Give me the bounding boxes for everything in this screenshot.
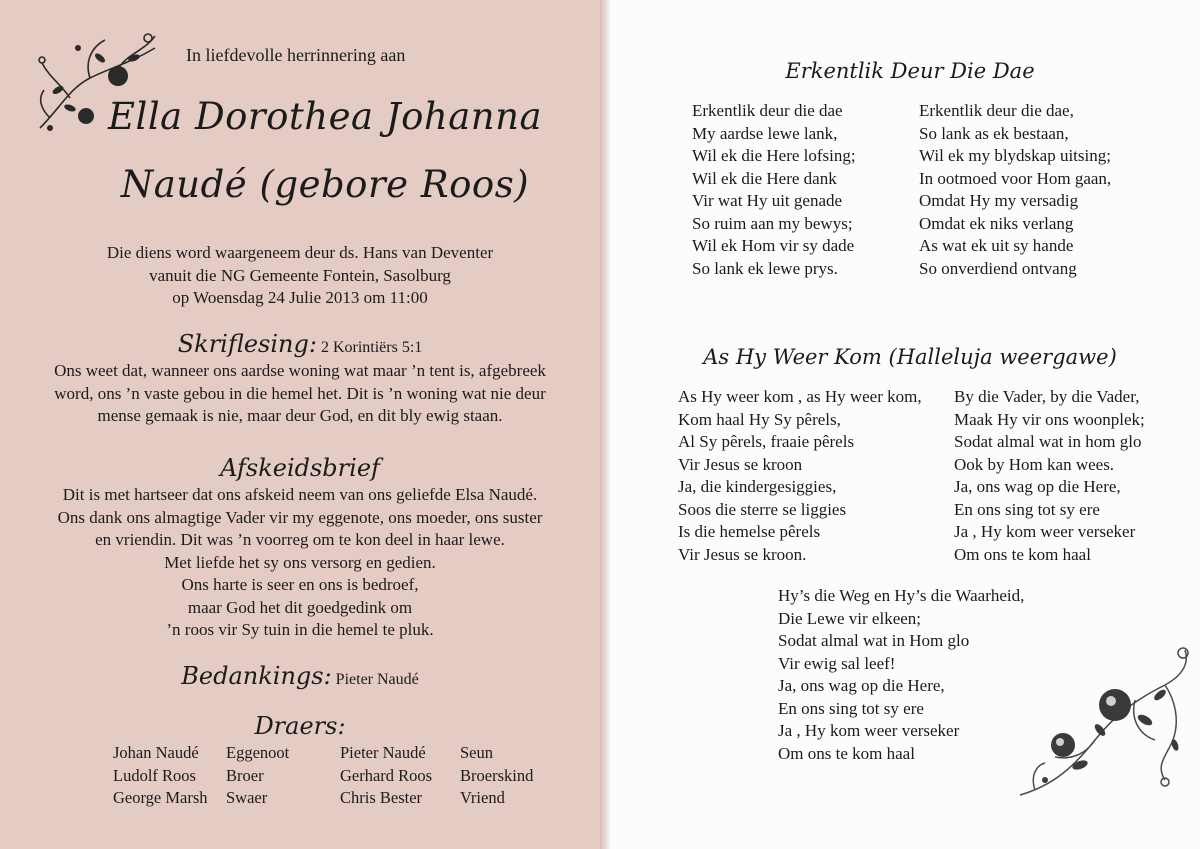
poem-line: Vir ewig sal leef! [778,653,896,673]
bearer-name: Johan Naudé [113,743,199,762]
service-line: vanuit die NG Gemeente Fontein, Sasolburg [149,265,451,285]
poem-line: Wil ek my blydskap uitsing; [919,146,1111,165]
farewell-line: Met liefde het sy ons versorg en gedien. [164,552,436,572]
poem-line: Sodat almal wat in Hom glo [778,631,970,650]
poem2-column1 [678,386,922,566]
poem-line: Ja, ons wag op die Here, [778,676,945,695]
rose-vine-icon [1015,645,1200,815]
thanks-heading: Bedankings: [181,662,332,690]
farewell-line: Ons harte is seer en ons is bedroef, [181,575,419,594]
poem-line: Soos die sterre se liggies [678,499,847,519]
poem-line: My aardse lewe lank, [692,123,838,143]
bearers-relations-col2 [460,742,533,810]
poem-line: Wil ek die Here dank [692,168,837,188]
scripture-line: mense gemaak is nie, maar deur God, en dit bly ewig staan. [97,406,503,425]
deceased-name-line2: Naudé (gebore Roos) [120,163,530,206]
poem-line: As Hy weer kom , as Hy weer kom, [678,387,922,406]
poem-line: Wil ek die Here lofsing; [692,146,856,165]
poem-line: Om ons te kom haal [954,544,1091,564]
poem-line: In ootmoed voor Hom gaan, [919,168,1112,188]
poem-line: Wil ek Hom vir sy dade [692,236,855,255]
bearers-names-col1 [113,742,208,810]
poem-line: So ruim aan my bewys; [692,213,853,233]
bearer-name: Ludolf Roos [113,765,196,785]
service-details [40,242,560,310]
right-page [610,0,1200,849]
poem2-verse3 [778,585,1024,765]
poem-line: Al Sy pêrels, fraaie pêrels [678,432,855,451]
farewell-line: ’n roos vir Sy tuin in die hemel te pluk. [166,620,434,639]
bearer-relation: Vriend [460,788,505,807]
poem-line: Die Lewe vir elkeen; [778,608,922,628]
poem2-title: As Hy Weer Kom (Halleluja weergawe) [703,345,1117,369]
poem-line: Vir wat Hy uit genade [692,191,843,210]
poem-line: So onverdiend ontvang [919,258,1077,278]
poem-line: Vir Jesus se kroon. [678,544,807,564]
poem-line: So lank ek lewe prys. [692,258,838,278]
bearer-relation: Eggenoot [226,743,290,762]
bearers-heading: Draers: [254,712,346,740]
poem-line: So lank as ek bestaan, [919,123,1069,143]
bearer-relation: Broerskind [460,765,534,785]
thanks-name: Pieter Naudé [335,671,419,688]
bearers-relations-col1 [226,742,289,810]
scripture-heading-row [40,330,560,358]
poem-line: Sodat almal wat in hom glo [954,432,1142,451]
poem-line: Erkentlik deur die dae [692,101,843,120]
poem-line: Is die hemelse pêrels [678,522,821,541]
poem-line: Erkentlik deur die dae, [919,101,1074,120]
poem1-column1 [692,100,856,280]
bearer-name: Gerhard Roos [340,765,433,785]
poem-line: Vir Jesus se kroon [678,454,803,474]
poem-line: Omdat ek niks verlang [919,213,1074,233]
poem-line: Maak Hy vir ons woonplek; [954,409,1145,429]
farewell-line: en vriendin. Dit was ’n voorreg om te kon deel in haar lewe. [95,530,505,549]
farewell-text [20,484,580,642]
poem-line: Omdat Hy my versadig [919,191,1079,210]
page-fold [600,0,610,849]
bearer-relation: Seun [460,743,493,762]
poem-line: Kom haal Hy Sy pêrels, [678,409,841,429]
poem-line: Hy’s die Weg en Hy’s die Waarheid, [778,586,1025,605]
scripture-reference: 2 Korintiërs 5:1 [320,339,423,356]
scripture-line: word, ons ’n vaste gebou in die hemel het. Dit is ’n woning wat nie deur [54,383,546,403]
poem1-column2 [919,100,1111,280]
poem-line: Ja , Hy kom weer verseker [954,522,1136,541]
farewell-heading: Afskeidsbrief [220,454,380,482]
poem2-column2 [954,386,1145,566]
farewell-line: Dit is met hartseer dat ons afskeid neem van ons geliefde Elsa Naudé. [62,485,538,504]
poem-line: En ons sing tot sy ere [954,499,1100,519]
scripture-line: Ons weet dat, wanneer ons aardse woning wat maar ’n tent is, afgebreek [54,361,546,380]
service-line: op Woensdag 24 Julie 2013 om 11:00 [172,288,428,307]
farewell-line: Ons dank ons almagtige Vader vir my eggenote, ons moeder, ons suster [57,507,543,527]
scripture-heading: Skriflesing: [177,330,317,358]
service-line: Die diens word waargeneem deur ds. Hans van Deventer [106,243,494,262]
bearer-relation: Broer [226,765,264,785]
poem-line: As wat ek uit sy hande [919,236,1074,255]
poem-line: Ja , Hy kom weer verseker [778,721,960,740]
bearer-relation: Swaer [226,788,268,807]
farewell-line: maar God het dit goedgedink om [187,597,413,617]
poem-line: Ja, die kindergesiggies, [678,477,837,496]
intro-text: In liefdevolle herrinnering aan [186,45,406,65]
poem1-title: Erkentlik Deur Die Dae [785,59,1035,83]
bearer-name: George Marsh [113,788,208,807]
deceased-name-line1: Ella Dorothea Johanna [107,95,543,138]
poem-line: En ons sing tot sy ere [778,698,924,718]
bearers-names-col2 [340,742,432,810]
poem-line: Ook by Hom kan wees. [954,454,1115,474]
poem-line: By die Vader, by die Vader, [954,387,1140,406]
bearer-name: Pieter Naudé [340,743,426,762]
poem-line: Ja, ons wag op die Here, [954,477,1121,496]
thanks-row [40,662,560,690]
poem-line: Om ons te kom haal [778,743,915,763]
bearer-name: Chris Bester [340,788,423,807]
scripture-text [20,360,580,428]
